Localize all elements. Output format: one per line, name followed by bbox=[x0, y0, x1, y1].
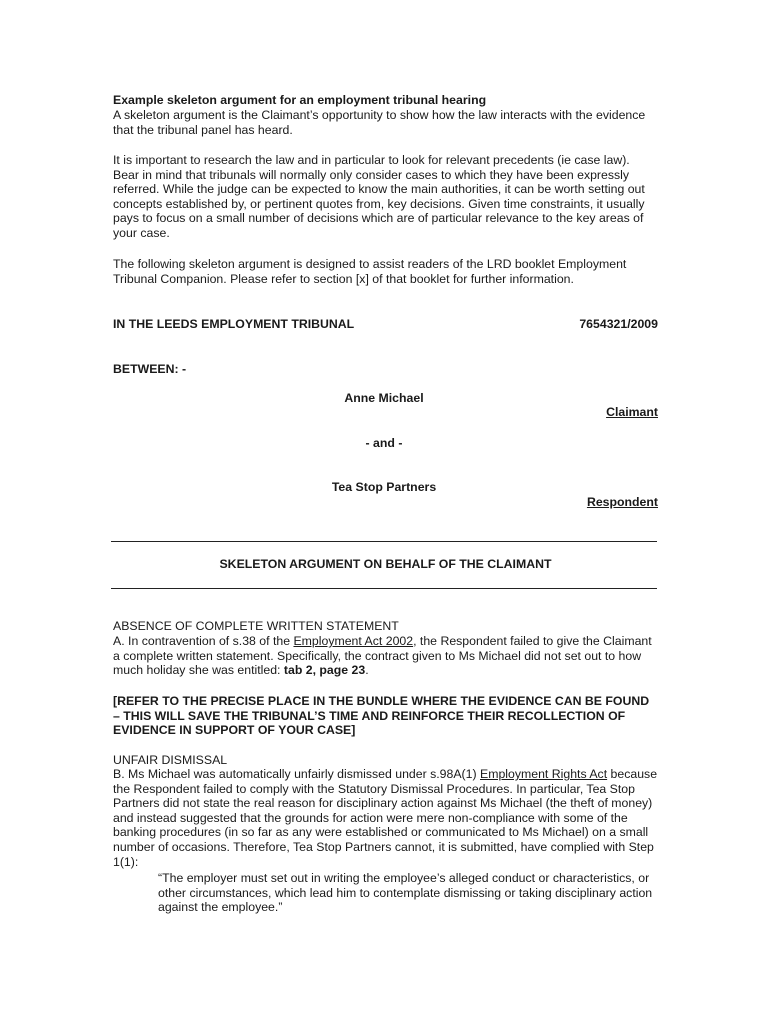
research-paragraph: It is important to research the law and in particular to look for relevant precedents (ie case law). Bear in mind that tribunals will normally only consider cases to which they have been expressly referred. While the judge can be expected to know the main authorities, it can be worth setting out concepts established by, or pertinent quotes from, key decisions. Given time constraints, it usually pays to focus on a small number of decisions which are of particular relevance to the key areas of your case. bbox=[113, 153, 645, 240]
tribunal-name: IN THE LEEDS EMPLOYMENT TRIBUNAL bbox=[113, 317, 355, 331]
intro-paragraph: A skeleton argument is the Claimant’s opportunity to show how the law interacts with the evidence that the tribunal panel has heard. bbox=[113, 108, 646, 137]
claimant-role: Claimant bbox=[606, 405, 658, 419]
section-b-heading: UNFAIR DISMISSAL bbox=[113, 753, 228, 767]
section-b-paragraph: B. Ms Michael was automatically unfairly dismissed under s.98A(1) Employment Rights Act because the Respondent failed to comply with the Statutory Dismissal Procedures. In particular, Tea Stop Partners did not state the real reason for disciplinary action against Ms Michael (the theft of money) and instead suggested that the grounds for action were mere non-compliance with some of the banking procedures (in so far as any were established or communicated to Ms Michael) on a small number of occasions. Therefore, Tea Stop Partners cannot, it is submitted, have complied with Step 1(1): bbox=[113, 767, 658, 869]
claimant-name: Anne Michael bbox=[344, 391, 424, 405]
respondent-role: Respondent bbox=[586, 495, 658, 509]
section-a-heading: ABSENCE OF COMPLETE WRITTEN STATEMENT bbox=[113, 619, 399, 633]
respondent-name: Tea Stop Partners bbox=[331, 480, 437, 494]
skeleton-heading: SKELETON ARGUMENT ON BEHALF OF THE CLAIMANT bbox=[219, 557, 552, 571]
document-title: Example skeleton argument for an employment tribunal hearing bbox=[113, 93, 487, 107]
case-header-row bbox=[113, 317, 658, 332]
employment-act-reference: Employment Act 2002 bbox=[293, 634, 414, 648]
section-a-paragraph: A. In contravention of s.38 of the Employment Act 2002, the Respondent failed to give the Claimant a complete written statement. Specifically, the contract given to Ms Michael did not set out to how much holiday she was entitled: tab 2, page 23. bbox=[113, 634, 652, 678]
lrd-paragraph: The following skeleton argument is designed to assist readers of the LRD booklet Employment Tribunal Companion. Please refer to section [x] of that booklet for further information. bbox=[113, 257, 627, 286]
bundle-reference: tab 2, page 23 bbox=[283, 663, 366, 678]
divider-bottom bbox=[111, 588, 657, 589]
employment-rights-act-reference: Employment Rights Act bbox=[480, 767, 608, 781]
and-separator: - and - bbox=[365, 436, 403, 450]
statute-quote: “The employer must set out in writing the employee’s alleged conduct or characteristics, or other circumstances, which lead him to contemplate dismissing or taking disciplinary action against the employee.” bbox=[158, 871, 653, 915]
case-number: 7654321/2009 bbox=[579, 317, 658, 331]
between-label: BETWEEN: - bbox=[113, 362, 187, 376]
divider-top bbox=[111, 541, 657, 542]
bundle-note: [REFER TO THE PRECISE PLACE IN THE BUNDLE WHERE THE EVIDENCE CAN BE FOUND – THIS WILL SAVE THE TRIBUNAL’S TIME AND REINFORCE THEIR RECOLLECTION OF EVIDENCE IN SUPPORT OF YOUR CASE] bbox=[113, 694, 650, 738]
